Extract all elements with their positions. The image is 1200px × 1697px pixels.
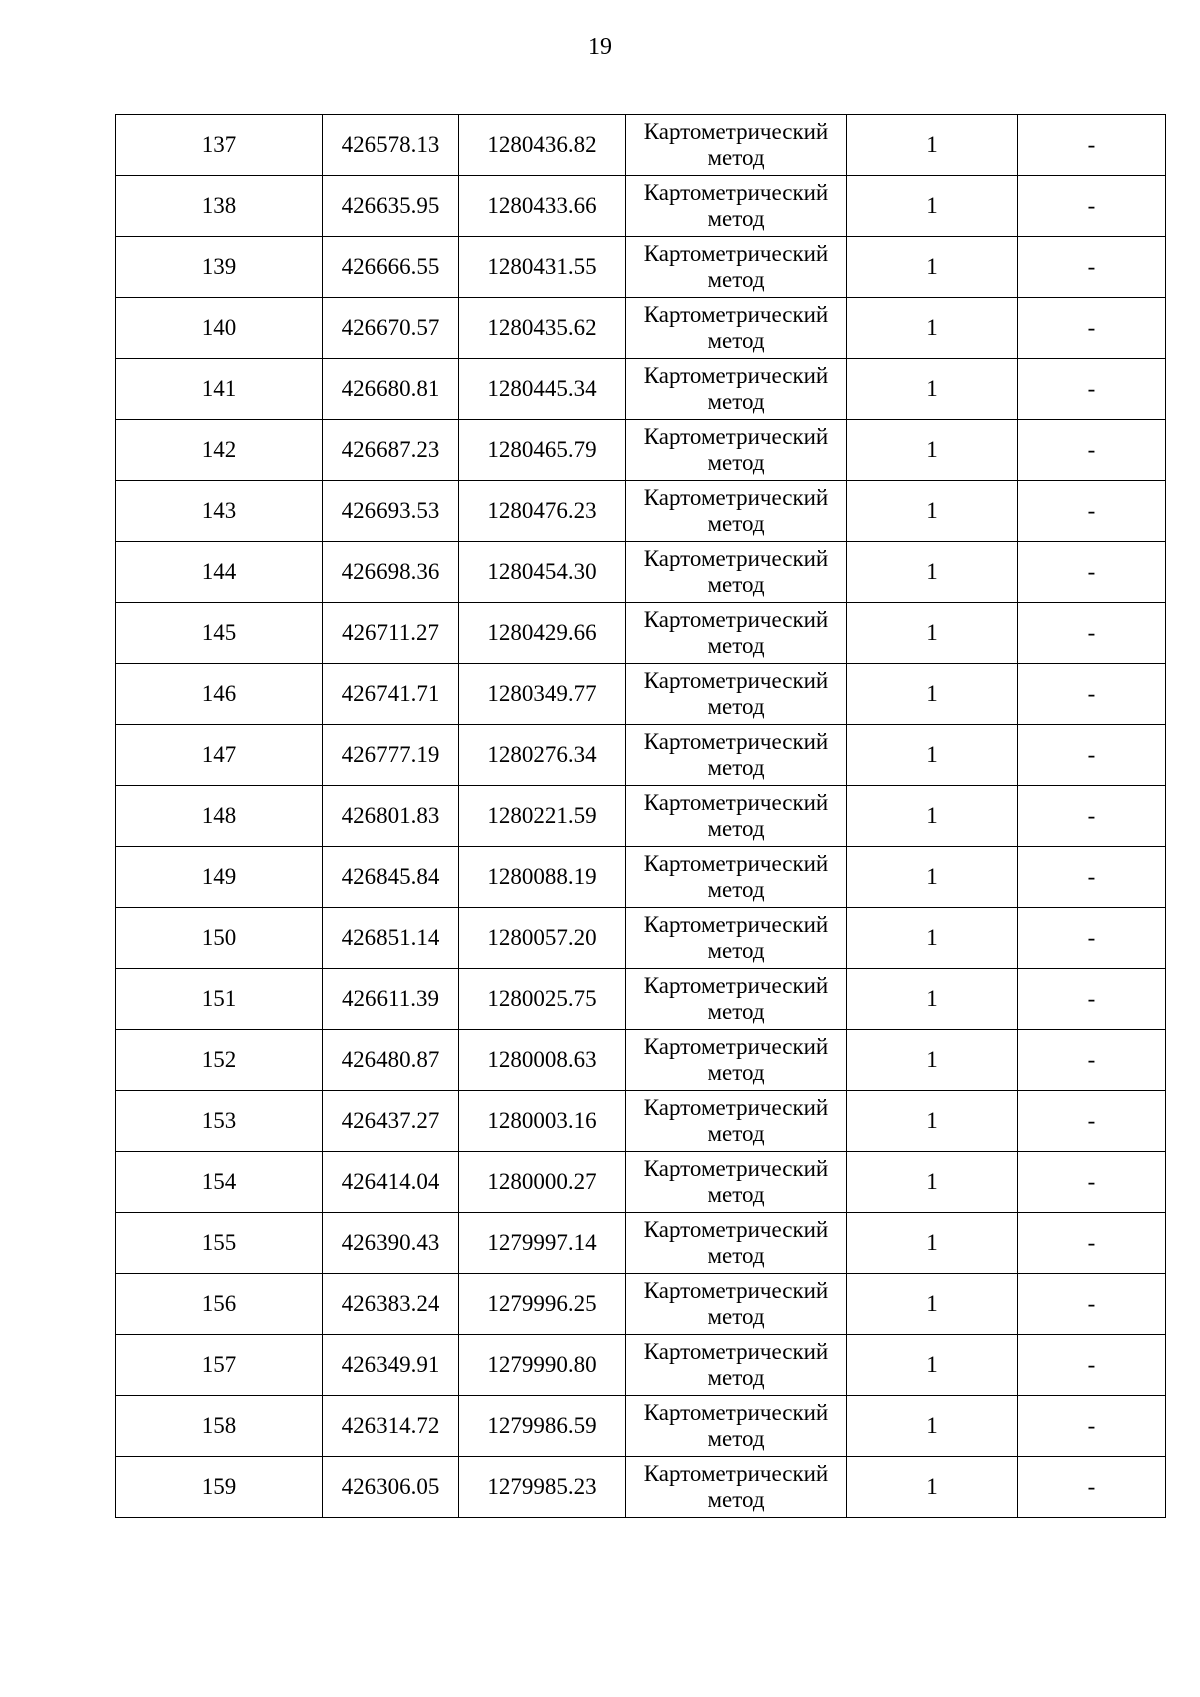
method-line: метод [707, 145, 765, 170]
method-line: Картометрический [643, 851, 829, 876]
table-row [116, 1396, 1166, 1457]
accuracy-cell: 1 [847, 1213, 1018, 1274]
point-number-cell: 151 [116, 969, 323, 1030]
method-line: метод [707, 1304, 765, 1329]
point-number-cell: 155 [116, 1213, 323, 1274]
table-row [116, 1213, 1166, 1274]
table-row [116, 786, 1166, 847]
point-number-cell: 146 [116, 664, 323, 725]
method-cell [626, 1335, 847, 1396]
x-coordinate-cell: 426680.81 [323, 359, 459, 420]
method-line: метод [707, 816, 765, 841]
table-row [116, 237, 1166, 298]
point-number-cell: 147 [116, 725, 323, 786]
table-row [116, 1457, 1166, 1518]
y-coordinate-cell: 1280221.59 [459, 786, 626, 847]
method-line: метод [707, 572, 765, 597]
table-row [116, 664, 1166, 725]
method-cell [626, 1396, 847, 1457]
method-cell [626, 420, 847, 481]
point-number-cell: 150 [116, 908, 323, 969]
y-coordinate-cell: 1280454.30 [459, 542, 626, 603]
method-cell [626, 115, 847, 176]
method-cell [626, 908, 847, 969]
accuracy-cell: 1 [847, 176, 1018, 237]
accuracy-cell: 1 [847, 481, 1018, 542]
x-coordinate-cell: 426801.83 [323, 786, 459, 847]
method-cell [626, 969, 847, 1030]
method-line: Картометрический [643, 180, 829, 205]
method-cell [626, 1152, 847, 1213]
x-coordinate-cell: 426851.14 [323, 908, 459, 969]
y-coordinate-cell: 1280436.82 [459, 115, 626, 176]
note-cell: - [1018, 481, 1166, 542]
x-coordinate-cell: 426670.57 [323, 298, 459, 359]
accuracy-cell: 1 [847, 603, 1018, 664]
method-line: Картометрический [643, 424, 829, 449]
y-coordinate-cell: 1280433.66 [459, 176, 626, 237]
method-cell [626, 725, 847, 786]
method-cell [626, 1274, 847, 1335]
method-line: метод [707, 755, 765, 780]
y-coordinate-cell: 1280431.55 [459, 237, 626, 298]
table-row [116, 298, 1166, 359]
note-cell: - [1018, 420, 1166, 481]
table-row [116, 359, 1166, 420]
y-coordinate-cell: 1280276.34 [459, 725, 626, 786]
accuracy-cell: 1 [847, 1396, 1018, 1457]
method-line: Картометрический [643, 363, 829, 388]
note-cell: - [1018, 176, 1166, 237]
point-number-cell: 154 [116, 1152, 323, 1213]
point-number-cell: 137 [116, 115, 323, 176]
method-cell [626, 847, 847, 908]
note-cell: - [1018, 298, 1166, 359]
accuracy-cell: 1 [847, 908, 1018, 969]
y-coordinate-cell: 1279990.80 [459, 1335, 626, 1396]
method-line: метод [707, 206, 765, 231]
page-number: 19 [588, 34, 612, 60]
method-cell [626, 1457, 847, 1518]
point-number-cell: 145 [116, 603, 323, 664]
method-line: метод [707, 938, 765, 963]
x-coordinate-cell: 426306.05 [323, 1457, 459, 1518]
method-line: метод [707, 1365, 765, 1390]
point-number-cell: 139 [116, 237, 323, 298]
note-cell: - [1018, 725, 1166, 786]
point-number-cell: 142 [116, 420, 323, 481]
table-row [116, 969, 1166, 1030]
method-line: Картометрический [643, 1156, 829, 1181]
point-number-cell: 152 [116, 1030, 323, 1091]
y-coordinate-cell: 1280445.34 [459, 359, 626, 420]
accuracy-cell: 1 [847, 1152, 1018, 1213]
method-cell [626, 603, 847, 664]
accuracy-cell: 1 [847, 969, 1018, 1030]
x-coordinate-cell: 426693.53 [323, 481, 459, 542]
accuracy-cell: 1 [847, 542, 1018, 603]
y-coordinate-cell: 1280025.75 [459, 969, 626, 1030]
y-coordinate-cell: 1280435.62 [459, 298, 626, 359]
x-coordinate-cell: 426611.39 [323, 969, 459, 1030]
method-line: метод [707, 999, 765, 1024]
point-number-cell: 159 [116, 1457, 323, 1518]
y-coordinate-cell: 1280088.19 [459, 847, 626, 908]
x-coordinate-cell: 426578.13 [323, 115, 459, 176]
point-number-cell: 144 [116, 542, 323, 603]
method-line: метод [707, 328, 765, 353]
method-line: метод [707, 633, 765, 658]
accuracy-cell: 1 [847, 1091, 1018, 1152]
note-cell: - [1018, 359, 1166, 420]
method-line: Картометрический [643, 1217, 829, 1242]
y-coordinate-cell: 1280349.77 [459, 664, 626, 725]
note-cell: - [1018, 237, 1166, 298]
y-coordinate-cell: 1279986.59 [459, 1396, 626, 1457]
x-coordinate-cell: 426741.71 [323, 664, 459, 725]
method-cell [626, 1091, 847, 1152]
note-cell: - [1018, 1457, 1166, 1518]
table-row [116, 725, 1166, 786]
method-line: Картометрический [643, 1461, 829, 1486]
method-cell [626, 481, 847, 542]
method-cell [626, 359, 847, 420]
method-line: Картометрический [643, 912, 829, 937]
method-line: метод [707, 1426, 765, 1451]
method-line: Картометрический [643, 729, 829, 754]
y-coordinate-cell: 1280465.79 [459, 420, 626, 481]
x-coordinate-cell: 426666.55 [323, 237, 459, 298]
x-coordinate-cell: 426777.19 [323, 725, 459, 786]
note-cell: - [1018, 1274, 1166, 1335]
method-line: метод [707, 1182, 765, 1207]
point-number-cell: 140 [116, 298, 323, 359]
method-cell [626, 664, 847, 725]
point-number-cell: 149 [116, 847, 323, 908]
note-cell: - [1018, 969, 1166, 1030]
table-row [116, 176, 1166, 237]
accuracy-cell: 1 [847, 237, 1018, 298]
method-line: метод [707, 1121, 765, 1146]
y-coordinate-cell: 1279997.14 [459, 1213, 626, 1274]
method-cell [626, 298, 847, 359]
x-coordinate-cell: 426414.04 [323, 1152, 459, 1213]
table-body [116, 115, 1166, 1518]
x-coordinate-cell: 426635.95 [323, 176, 459, 237]
accuracy-cell: 1 [847, 1030, 1018, 1091]
x-coordinate-cell: 426698.36 [323, 542, 459, 603]
y-coordinate-cell: 1280008.63 [459, 1030, 626, 1091]
note-cell: - [1018, 542, 1166, 603]
method-line: Картометрический [643, 1034, 829, 1059]
table-row [116, 603, 1166, 664]
method-line: Картометрический [643, 1278, 829, 1303]
method-cell [626, 786, 847, 847]
table-row [116, 1152, 1166, 1213]
y-coordinate-cell: 1280003.16 [459, 1091, 626, 1152]
method-line: метод [707, 1487, 765, 1512]
point-number-cell: 157 [116, 1335, 323, 1396]
method-line: метод [707, 511, 765, 536]
x-coordinate-cell: 426480.87 [323, 1030, 459, 1091]
method-line: Картометрический [643, 485, 829, 510]
point-number-cell: 148 [116, 786, 323, 847]
table-row [116, 1091, 1166, 1152]
method-line: Картометрический [643, 1095, 829, 1120]
accuracy-cell: 1 [847, 847, 1018, 908]
point-number-cell: 156 [116, 1274, 323, 1335]
x-coordinate-cell: 426390.43 [323, 1213, 459, 1274]
x-coordinate-cell: 426314.72 [323, 1396, 459, 1457]
note-cell: - [1018, 1335, 1166, 1396]
point-number-cell: 153 [116, 1091, 323, 1152]
coordinates-table [115, 114, 1166, 1518]
table-row [116, 115, 1166, 176]
method-line: метод [707, 389, 765, 414]
y-coordinate-cell: 1279985.23 [459, 1457, 626, 1518]
point-number-cell: 143 [116, 481, 323, 542]
method-line: Картометрический [643, 546, 829, 571]
accuracy-cell: 1 [847, 359, 1018, 420]
method-line: Картометрический [643, 1339, 829, 1364]
method-line: Картометрический [643, 668, 829, 693]
method-line: метод [707, 877, 765, 902]
method-line: метод [707, 1060, 765, 1085]
accuracy-cell: 1 [847, 115, 1018, 176]
note-cell: - [1018, 115, 1166, 176]
method-line: Картометрический [643, 302, 829, 327]
y-coordinate-cell: 1280057.20 [459, 908, 626, 969]
table-row [116, 542, 1166, 603]
x-coordinate-cell: 426711.27 [323, 603, 459, 664]
method-line: Картометрический [643, 1400, 829, 1425]
x-coordinate-cell: 426383.24 [323, 1274, 459, 1335]
note-cell: - [1018, 603, 1166, 664]
note-cell: - [1018, 786, 1166, 847]
table-row [116, 1030, 1166, 1091]
y-coordinate-cell: 1280476.23 [459, 481, 626, 542]
note-cell: - [1018, 1396, 1166, 1457]
table-row [116, 908, 1166, 969]
note-cell: - [1018, 1030, 1166, 1091]
accuracy-cell: 1 [847, 1457, 1018, 1518]
accuracy-cell: 1 [847, 298, 1018, 359]
method-cell [626, 237, 847, 298]
accuracy-cell: 1 [847, 1274, 1018, 1335]
method-cell [626, 542, 847, 603]
note-cell: - [1018, 908, 1166, 969]
method-line: Картометрический [643, 973, 829, 998]
y-coordinate-cell: 1280000.27 [459, 1152, 626, 1213]
x-coordinate-cell: 426687.23 [323, 420, 459, 481]
accuracy-cell: 1 [847, 1335, 1018, 1396]
x-coordinate-cell: 426845.84 [323, 847, 459, 908]
method-line: метод [707, 1243, 765, 1268]
method-line: Картометрический [643, 790, 829, 815]
accuracy-cell: 1 [847, 420, 1018, 481]
note-cell: - [1018, 847, 1166, 908]
method-line: Картометрический [643, 241, 829, 266]
method-cell [626, 1213, 847, 1274]
table-row [116, 481, 1166, 542]
x-coordinate-cell: 426437.27 [323, 1091, 459, 1152]
note-cell: - [1018, 1152, 1166, 1213]
accuracy-cell: 1 [847, 725, 1018, 786]
note-cell: - [1018, 1091, 1166, 1152]
table-row [116, 1274, 1166, 1335]
y-coordinate-cell: 1279996.25 [459, 1274, 626, 1335]
table-row [116, 1335, 1166, 1396]
note-cell: - [1018, 664, 1166, 725]
x-coordinate-cell: 426349.91 [323, 1335, 459, 1396]
accuracy-cell: 1 [847, 786, 1018, 847]
method-line: метод [707, 450, 765, 475]
point-number-cell: 138 [116, 176, 323, 237]
method-line: метод [707, 694, 765, 719]
method-line: метод [707, 267, 765, 292]
point-number-cell: 141 [116, 359, 323, 420]
method-cell [626, 1030, 847, 1091]
table-row [116, 420, 1166, 481]
point-number-cell: 158 [116, 1396, 323, 1457]
method-line: Картометрический [643, 607, 829, 632]
y-coordinate-cell: 1280429.66 [459, 603, 626, 664]
table-row [116, 847, 1166, 908]
method-cell [626, 176, 847, 237]
note-cell: - [1018, 1213, 1166, 1274]
method-line: Картометрический [643, 119, 829, 144]
accuracy-cell: 1 [847, 664, 1018, 725]
